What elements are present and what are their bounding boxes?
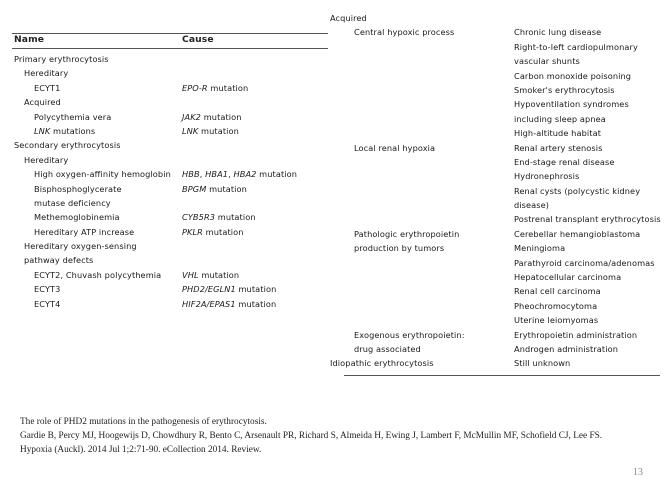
table-row (12, 297, 328, 311)
caption-citation: Hypoxia (Auckl). 2014 Jul 1;2:71-90. eCollection 2014. Review. (20, 445, 262, 455)
table-row (344, 342, 660, 356)
caption-title: The role of PHD2 mutations in the pathogenesis of erythrocytosis. (20, 417, 267, 427)
row-cause: Hypoventilation syndromes (514, 99, 629, 110)
row-cause: disease) (514, 200, 550, 211)
row-name: Acquired (330, 13, 367, 23)
right-table-body (330, 11, 661, 371)
table-row (344, 54, 660, 68)
table-row (344, 184, 660, 198)
row-cause: LNK mutation (182, 125, 239, 136)
row-cause: Pheochromocytoma (514, 300, 598, 311)
row-name: production by tumors (354, 243, 445, 254)
row-cause: CYB5R3 mutation (182, 212, 256, 223)
row-cause: Uterine leiomyomas (514, 315, 599, 326)
row-cause: Renal cysts (polycystic kidney (514, 185, 641, 196)
row-cause: Still unknown (514, 358, 571, 369)
table-row (344, 212, 660, 226)
header-divider (12, 48, 328, 49)
table-row (12, 66, 328, 80)
row-name: Secondary erythrocytosis (14, 140, 121, 151)
row-name: drug associated (354, 343, 421, 354)
bottom-rule-right (344, 375, 660, 376)
row-name: ECYT2, Chuvash polycythemia (34, 269, 162, 280)
caption-authors: Gardie B, Percy MJ, Hoogewijs D, Chowdhury R, Bento C, Arsenault PR, Richard S, Almeida H, Ewing J, Lambert F, McMullin MF, Schofield CJ, Lee FS. (20, 431, 603, 441)
table-row (344, 299, 660, 313)
table-row (12, 153, 328, 167)
table-row (12, 225, 328, 239)
row-cause: High-altitude habitat (514, 128, 602, 139)
row-cause: EPO-R mutation (182, 82, 249, 93)
table-row (344, 83, 660, 97)
row-cause: PKLR mutation (182, 226, 244, 237)
table-row (344, 241, 660, 255)
table-row (344, 328, 660, 342)
row-cause: Chronic lung disease (514, 27, 602, 38)
row-cause: Postrenal transplant erythrocytosis (514, 214, 661, 225)
table-row (344, 198, 660, 212)
page-number: 13 (633, 467, 643, 478)
table-row (12, 196, 328, 210)
table-row (344, 25, 660, 39)
table-row (344, 256, 660, 270)
row-cause: Hydronephrosis (514, 171, 580, 182)
row-cause: End-stage renal disease (514, 156, 615, 167)
row-cause: BPGM mutation (182, 183, 247, 194)
table-row (344, 284, 660, 298)
header-cause: Cause (182, 34, 214, 45)
table-row (12, 239, 328, 253)
table-row (12, 95, 328, 109)
table-row (12, 81, 328, 95)
table-row (344, 227, 660, 241)
row-name: LNK mutations (34, 125, 96, 136)
table-row (344, 69, 660, 83)
table-row (12, 268, 328, 282)
row-name: pathway defects (24, 255, 94, 266)
row-name: Hereditary oxygen-sensing (24, 241, 137, 252)
row-name: Pathologic erythropoietin (354, 228, 460, 239)
row-name: Hereditary ATP increase (34, 226, 135, 237)
row-cause: Renal artery stenosis (514, 142, 603, 153)
header-name: Name (14, 34, 45, 45)
row-name: ECYT3 (34, 284, 61, 295)
row-cause: HBB, HBA1, HBA2 mutation (182, 169, 298, 180)
row-cause: HIF2A/EPAS1 mutation (182, 298, 277, 309)
table-row (344, 169, 660, 183)
table-row (12, 282, 328, 296)
row-name: mutase deficiency (34, 197, 111, 208)
table-row (12, 52, 328, 66)
row-name: Hereditary (24, 154, 69, 165)
row-cause: Androgen administration (514, 343, 618, 354)
row-name: Local renal hypoxia (354, 142, 436, 153)
row-name: Polycythemia vera (34, 111, 112, 122)
table-row (344, 155, 660, 169)
table-row (12, 167, 328, 181)
row-name: Acquired (24, 97, 61, 108)
row-cause: JAK2 mutation (182, 111, 242, 122)
row-cause: Smoker's erythrocytosis (514, 84, 615, 95)
row-name: Primary erythrocytosis (14, 54, 109, 64)
table-row (344, 97, 660, 111)
table-row (344, 112, 660, 126)
row-cause: Right-to-left cardiopulmonary (514, 41, 638, 52)
row-name: Central hypoxic process (354, 27, 455, 38)
table-row (344, 141, 660, 155)
row-cause: vascular shunts (514, 56, 580, 67)
row-cause: Meningioma (514, 243, 566, 254)
table-row (12, 110, 328, 124)
row-name: ECYT1 (34, 82, 61, 93)
row-cause: Hepatocellular carcinoma (514, 272, 622, 283)
table-row (12, 253, 328, 267)
table-row (344, 126, 660, 140)
row-name: Methemoglobinemia (34, 212, 120, 223)
table-row (12, 138, 328, 152)
row-cause: Renal cell carcinoma (514, 286, 601, 297)
top-rule-left (12, 33, 328, 34)
row-cause: PHD2/EGLN1 mutation (182, 284, 277, 295)
row-name: Bisphosphoglycerate (34, 183, 122, 194)
row-cause: including sleep apnea (514, 113, 606, 124)
row-cause: Carbon monoxide poisoning (514, 70, 632, 81)
table-row (12, 182, 328, 196)
table-row (330, 11, 660, 25)
row-name: ECYT4 (34, 298, 61, 309)
row-name: Hereditary (24, 68, 69, 79)
left-table (12, 34, 328, 311)
table-row (344, 270, 660, 284)
table-header (12, 34, 328, 47)
table-row (344, 313, 660, 327)
row-name: High oxygen-affinity hemoglobin (34, 169, 171, 180)
left-table-body (12, 52, 328, 311)
row-cause: VHL mutation (182, 269, 240, 280)
row-cause: Cerebellar hemangioblastoma (514, 228, 641, 239)
right-table (330, 11, 661, 371)
row-cause: Erythropoietin administration (514, 329, 638, 340)
table-row (12, 124, 328, 138)
table-row (330, 356, 660, 370)
table-row (344, 40, 660, 54)
row-name: Idiopathic erythrocytosis (330, 358, 434, 369)
row-name: Exogenous erythropoietin: (354, 329, 465, 340)
table-row (12, 210, 328, 224)
row-cause: Parathyroid carcinoma/adenomas (514, 257, 655, 268)
